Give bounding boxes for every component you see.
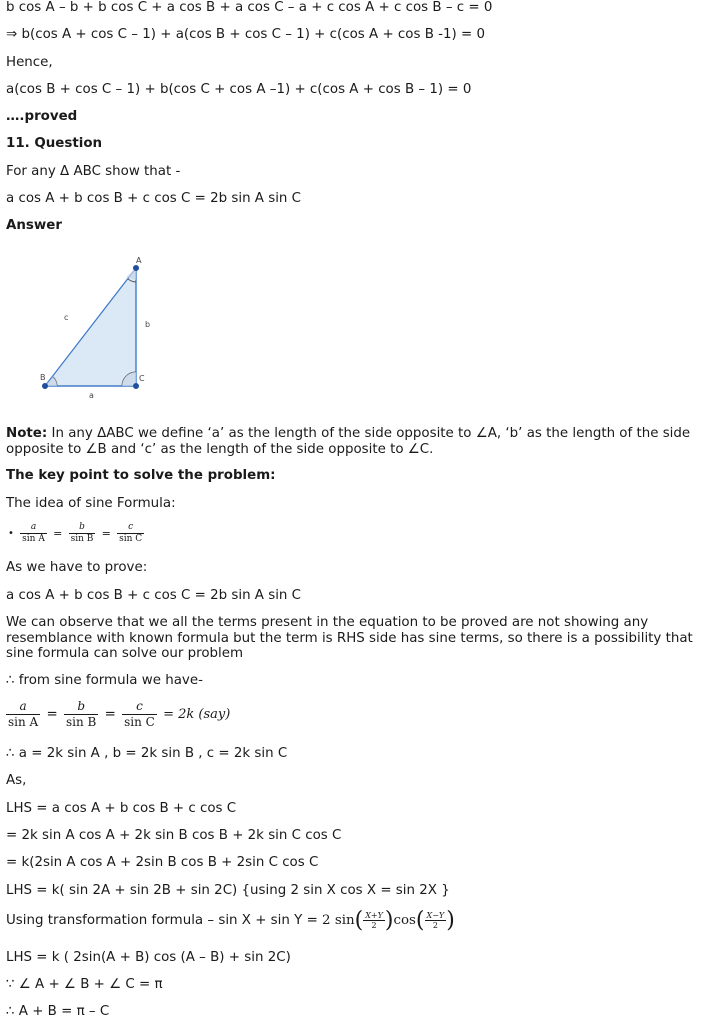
fraction-x-minus-y: $\frac{X-Y}{2}$ — [426, 911, 445, 930]
equals-sign: = — [46, 707, 58, 722]
bullet-icon: • — [8, 528, 14, 539]
as-prove-text: As we have to prove: — [6, 560, 148, 575]
question-statement: For any Δ ABC show that - — [6, 164, 181, 179]
idea-text: The idea of sine Formula: — [6, 496, 176, 511]
as-text: As, — [6, 773, 27, 788]
sine-formula-bullet-row — [6, 522, 144, 545]
vertex-point-b — [42, 383, 48, 389]
observation-paragraph: We can observe that we all the terms present in the equation to be proved are not showing any resemblance with known formula but the term is RHS side has sine terms, so there is a possibility that sine formula can solve our problem — [6, 615, 693, 661]
because-line: ∵ ∠ A + ∠ B + ∠ C = π — [6, 977, 163, 992]
vertex-label-b: B — [40, 373, 46, 382]
note-paragraph — [6, 426, 696, 457]
lhs-line-1: LHS = a cos A + b cos B + c cos C — [6, 801, 237, 816]
lhs-line-5: LHS = k ( 2sin(A + B) cos (A – B) + sin 2C) — [6, 950, 291, 965]
triangle-diagram — [30, 250, 160, 405]
ratio-c-sinc: $\frac{c}{\text{sin C}}$ — [124, 699, 155, 729]
side-label-a: a — [89, 391, 94, 400]
therefore-line-1: ∴ a = 2k sin A , b = 2k sin B , c = 2k sin C — [6, 746, 288, 761]
fraction-a-sina: $\frac{a}{\text{sin A}}$ — [22, 522, 45, 544]
ratio-b-sinb: $\frac{b}{\text{sin B}}$ — [65, 699, 97, 729]
fraction-b-sinb: $\frac{b}{\text{sin B}}$ — [70, 522, 94, 544]
side-label-b: b — [145, 320, 151, 329]
vertex-label-c: C — [139, 374, 145, 383]
sine-ratio-row — [6, 699, 232, 730]
hence-text: Hence, — [6, 55, 53, 70]
equation-line-2: ⇒ b(cos A + cos C – 1) + a(cos B + cos C – 1) + c(cos A + cos B -1) = 0 — [6, 27, 485, 42]
question-equation: a cos A + b cos B + c cos C = 2b sin A sin C — [6, 191, 302, 206]
side-label-c: c — [64, 313, 69, 322]
vertex-point-c — [133, 383, 139, 389]
triangle-shape — [45, 268, 136, 386]
question-heading: 11. Question — [6, 136, 103, 151]
equals-sign: = — [104, 707, 116, 722]
fraction-x-plus-y: $\frac{X+Y}{2}$ — [365, 911, 383, 930]
note-label: Note: — [6, 426, 48, 441]
fraction-c-sinc: $\frac{c}{\text{sin C}}$ — [119, 522, 143, 544]
equation-line-1: b cos A – b + b cos C + a cos B + a cos C – a + c cos A + c cos B – c = 0 — [6, 0, 493, 15]
equals-sign: = — [53, 527, 63, 540]
transform-text: Using transformation formula – sin X + sin Y = — [6, 913, 323, 928]
proved-text: ….proved — [6, 109, 78, 124]
therefore-line-2: ∴ A + B = π – C — [6, 1004, 110, 1019]
vertex-point-a — [133, 265, 139, 271]
lhs-line-3: = k(2sin A cos A + 2sin B cos B + 2sin C cos C — [6, 855, 319, 870]
ratio-rhs: = 2k (say) — [163, 707, 231, 722]
lhs-line-4: LHS = k( sin 2A + sin 2B + sin 2C) {using 2 sin X cos X = sin 2X } — [6, 883, 450, 898]
transform-two-sin: 2 sin — [322, 913, 355, 928]
from-sine-text: ∴ from sine formula we have- — [6, 673, 203, 688]
vertex-label-a: A — [136, 256, 142, 265]
key-point-heading: The key point to solve the problem: — [6, 468, 276, 483]
prove-equation: a cos A + b cos B + c cos C = 2b sin A sin C — [6, 588, 302, 603]
lhs-line-2: = 2k sin A cos A + 2k sin B cos B + 2k sin C cos C — [6, 828, 342, 843]
note-text: In any ΔABC we define ‘a’ as the length of the side opposite to ∠A, ‘b’ as the length of the side opposite to ∠B and ‘c’ as the length of the side opposite to ∠C. — [6, 426, 691, 457]
transformation-formula-row: Using transformation formula – sin X + sin Y = 2 sin( $\frac{X+Y}{2}$ )cos( $\frac{X-Y}{2}$ ) — [6, 908, 455, 933]
ratio-a-sina: $\frac{a}{\text{sin A}}$ — [8, 699, 39, 729]
transform-cos: cos — [393, 913, 416, 928]
equals-sign: = — [101, 527, 111, 540]
equation-line-3: a(cos B + cos C – 1) + b(cos C + cos A –1) + c(cos A + cos B – 1) = 0 — [6, 82, 472, 97]
answer-heading: Answer — [6, 218, 62, 233]
